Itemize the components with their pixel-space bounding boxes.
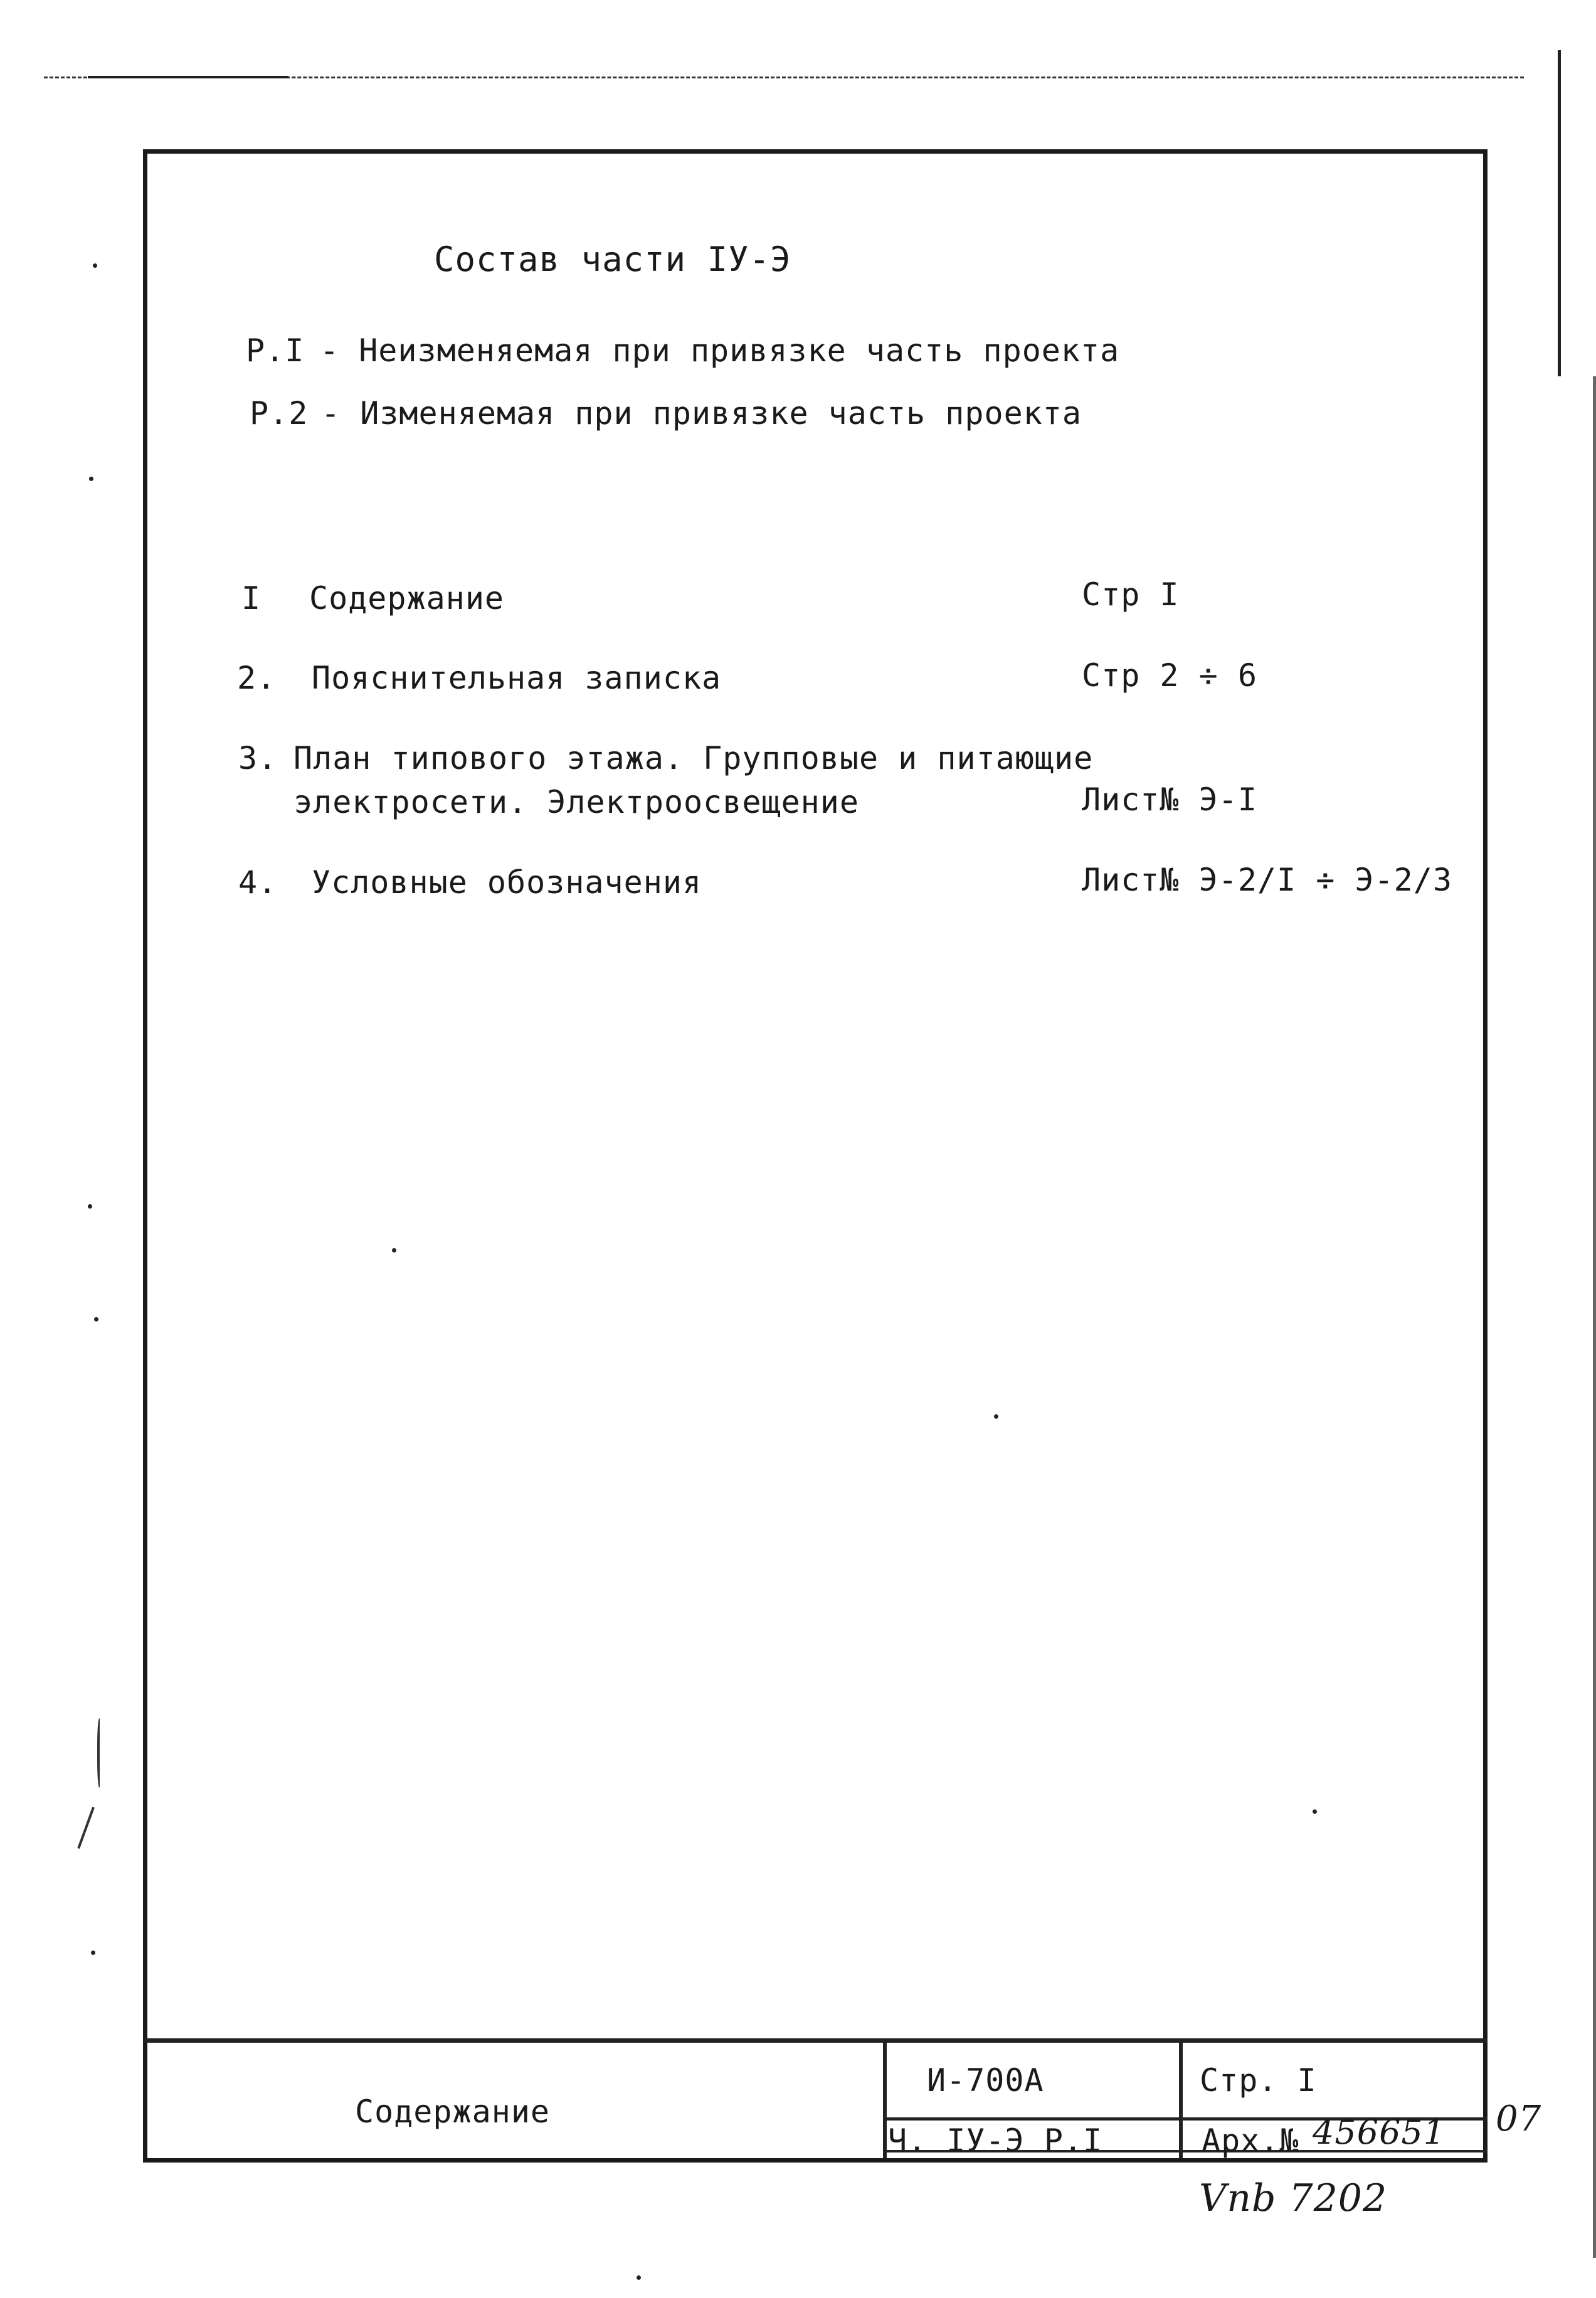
document-code: И-700А — [927, 2062, 1044, 2099]
bottom-note: Vnb 7202 — [1199, 2176, 1388, 2220]
margin-note: 07 — [1496, 2099, 1542, 2139]
top-solid-segment — [88, 76, 288, 78]
page-title: Состав части IУ-Э — [434, 240, 791, 279]
title-block-divider — [883, 2038, 887, 2158]
part-designation: Ч. IУ-Э Р.I — [888, 2122, 1103, 2159]
archive-label: Арх.№ — [1202, 2122, 1299, 2159]
item-reference: Стр 2 ÷ 6 — [1082, 657, 1257, 694]
item-number: I — [241, 580, 262, 617]
part-text: - Изменяемая при привязке часть проекта — [321, 395, 1082, 432]
title-block-divider — [1179, 2038, 1183, 2158]
item-reference: Лист№ Э-2/I ÷ Э-2/3 — [1082, 862, 1452, 898]
item-title: Пояснительная записка — [312, 660, 722, 696]
margin-mark — [94, 1317, 98, 1321]
item-number: 4. — [238, 864, 278, 901]
scan-speck — [994, 1414, 998, 1419]
margin-mark — [77, 1807, 97, 1850]
margin-mark — [91, 1951, 95, 1955]
scan-speck — [637, 2275, 641, 2280]
title-block — [143, 2038, 1488, 2158]
right-edge-shadow — [1558, 50, 1561, 376]
part-text: - Неизменяемая при привязке часть проекта — [320, 332, 1120, 369]
item-title: План типового этажа. Групповые и питающие — [293, 740, 1094, 776]
item-reference: Стр I — [1082, 576, 1180, 613]
item-title: Условные обозначения — [312, 864, 702, 901]
item-number: 3. — [238, 740, 278, 776]
scan-speck — [392, 1248, 396, 1252]
part-code: Р.I — [246, 332, 305, 369]
margin-mark — [89, 477, 93, 481]
item-reference: Лист№ Э-I — [1082, 781, 1257, 818]
right-edge-shadow — [1593, 376, 1596, 2258]
sheet-name: Содержание — [355, 2094, 551, 2130]
item-title-continued: электросети. Электроосвещение — [293, 784, 859, 820]
margin-mark — [88, 1204, 92, 1209]
page-number: Стр. I — [1200, 2062, 1317, 2099]
part-code: Р.2 — [250, 395, 309, 432]
margin-mark — [93, 263, 97, 268]
drawing-frame — [143, 149, 1488, 2163]
title-block-top-border — [143, 2038, 1488, 2043]
item-title: Содержание — [309, 580, 505, 617]
archive-number: 456651 — [1313, 2112, 1446, 2152]
item-number: 2. — [237, 660, 277, 696]
margin-mark — [97, 1718, 102, 1787]
scan-speck — [1313, 1809, 1317, 1814]
